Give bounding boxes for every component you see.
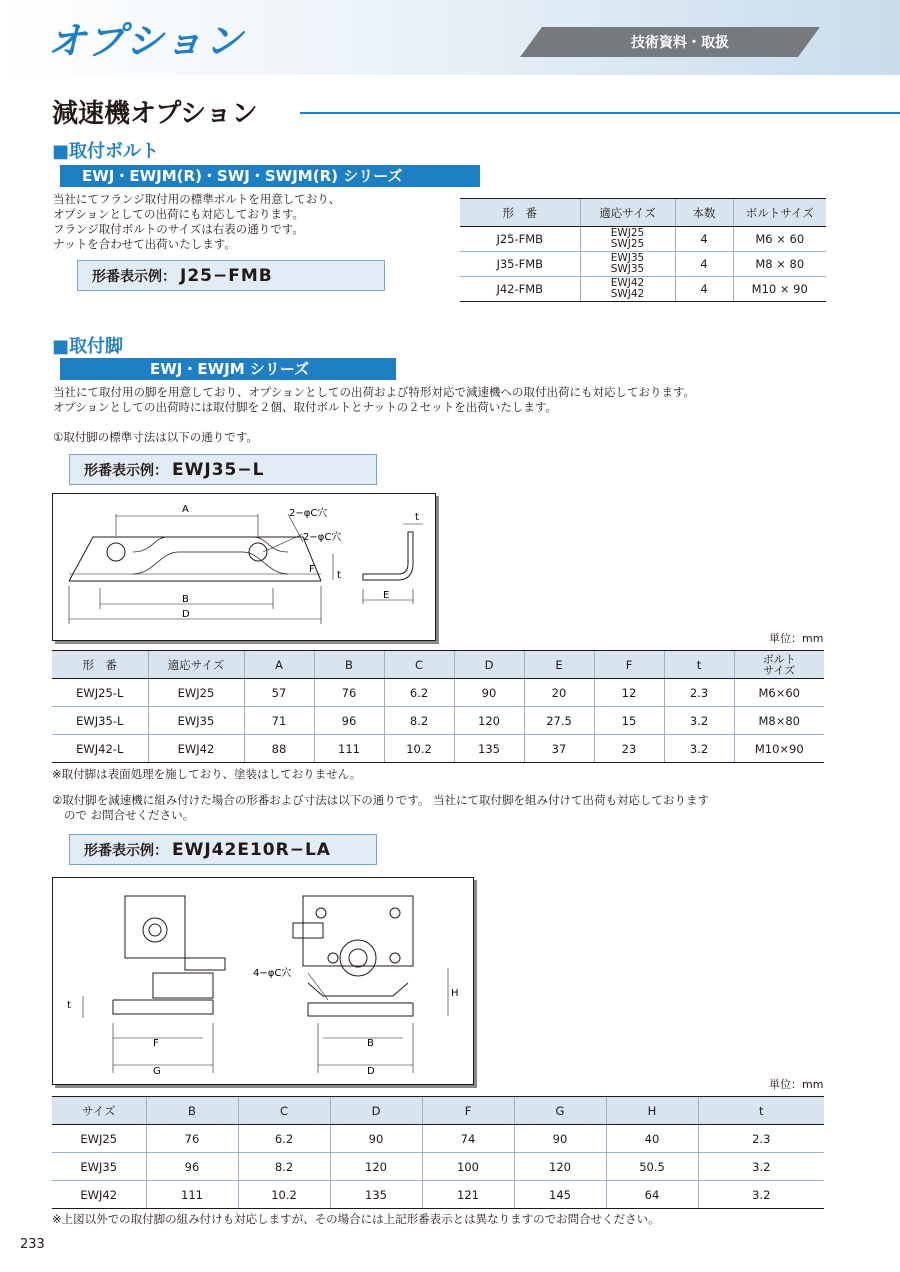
dim-b: B bbox=[182, 594, 189, 605]
foot-heading: ■取付脚 bbox=[52, 336, 124, 357]
table-row: EWJ25 76 6.2 90 74 90 40 2.3 bbox=[52, 1125, 824, 1153]
dim-t-side: t bbox=[337, 570, 341, 581]
bolt-description: 当社にてフランジ取付用の標準ボルトを用意しており、 オプションとしての出荷にも対応しております。 フランジ取付ボルトのサイズは右表の通りです。 ナットを合わせて出荷いたします。 bbox=[53, 192, 341, 251]
section-tag: 技術資料・取扱 bbox=[631, 35, 729, 51]
bolt-example-box bbox=[77, 260, 385, 291]
page-number: 233 bbox=[20, 1237, 45, 1252]
example-label: 形番表示例： bbox=[84, 842, 168, 859]
dim-f: F bbox=[309, 564, 315, 575]
example-code: EWJ35−L bbox=[172, 459, 265, 480]
table-row: EWJ35 96 8.2 120 100 120 50.5 3.2 bbox=[52, 1153, 824, 1181]
example-code: EWJ42E10R−LA bbox=[172, 839, 331, 860]
bolt-table: 形 番 適応サイズ 本数 ボルトサイズ J25-FMB EWJ25 SWJ25 4 M6 × 60 J35-FMB EWJ35 SWJ35 4 M8 × 80 J42-FMB EWJ42 SWJ42 4 M10 × 90 bbox=[460, 198, 826, 302]
foot-dimension-table: 形 番 適応サイズ A B C D E F t ボルト サイズ EWJ25-L EWJ25 57 76 6.2 90 20 12 2.3 M6×60 EWJ35-L EWJ35 71 96 8.2 120 27.5 15 3.2 M8×80 EWJ42-L EWJ42 88 111 10.2 135 37 23 3.2 M10×90 bbox=[52, 650, 824, 763]
table-row: J25-FMB EWJ25 SWJ25 4 M6 × 60 bbox=[460, 227, 826, 252]
dim-a: A bbox=[182, 504, 189, 515]
dim-h: H bbox=[451, 988, 459, 999]
table-row: J42-FMB EWJ42 SWJ42 4 M10 × 90 bbox=[460, 277, 826, 302]
dim-b: B bbox=[367, 1038, 374, 1049]
page-category-title: オプション bbox=[48, 19, 245, 63]
dim-f: F bbox=[153, 1038, 159, 1049]
example-label: 形番表示例： bbox=[84, 462, 168, 479]
hole-label: 4−φC穴 bbox=[253, 968, 292, 979]
hole-label-1: 2−φC穴 bbox=[289, 508, 328, 519]
assembly-diagram bbox=[53, 878, 475, 1086]
foot-drawing bbox=[52, 493, 436, 641]
example-label: 形番表示例： bbox=[92, 268, 176, 285]
foot-series-bar: EWJ・EWJM シリーズ bbox=[60, 358, 396, 380]
dim-e: E bbox=[383, 590, 390, 601]
dim-d: D bbox=[182, 609, 190, 620]
item-2: ②取付脚を減速機に組み付けた場合の形番および寸法は以下の通りです。 当社にて取付脚を組み付けて出荷も対応しております ので お問合せください。 bbox=[52, 793, 710, 822]
dim-t: t bbox=[67, 1000, 71, 1011]
unit-label-2: 単位：mm bbox=[769, 1078, 824, 1091]
bolt-series-bar: EWJ・EWJM(R)・SWJ・SWJM(R) シリーズ bbox=[60, 165, 480, 187]
assembly-dimension-table: サイズ B C D F G H t EWJ25 76 6.2 90 74 90 40 2.3 EWJ35 96 8.2 120 100 120 50.5 3.2 EWJ42 111 10.2 135 121 145 64 3.2 bbox=[52, 1096, 824, 1209]
example-code: J25−FMB bbox=[180, 265, 273, 286]
table-row: EWJ42-L EWJ42 88 111 10.2 135 37 23 3.2 M10×90 bbox=[52, 735, 824, 763]
unit-label-1: 単位：mm bbox=[769, 632, 824, 645]
hole-label-2: 2−φC穴 bbox=[303, 532, 342, 543]
table-row: EWJ42 111 10.2 135 121 145 64 3.2 bbox=[52, 1181, 824, 1209]
table-row: J35-FMB EWJ35 SWJ35 4 M8 × 80 bbox=[460, 252, 826, 277]
table-row: EWJ25-L EWJ25 57 76 6.2 90 20 12 2.3 M6×60 bbox=[52, 679, 824, 707]
title-rule bbox=[300, 112, 900, 114]
note-1: ※取付脚は表面処理を施しており、塗装はしておりません。 bbox=[52, 767, 362, 781]
dim-t-top: t bbox=[415, 512, 419, 523]
item-1: ①取付脚の標準寸法は以下の通りです。 bbox=[53, 430, 258, 444]
dim-g: G bbox=[153, 1066, 161, 1077]
main-title: 減速機オプション bbox=[52, 99, 258, 129]
bolt-heading: ■取付ボルト bbox=[52, 141, 160, 162]
assembly-drawing bbox=[52, 877, 474, 1085]
table-row: EWJ35-L EWJ35 71 96 8.2 120 27.5 15 3.2 M8×80 bbox=[52, 707, 824, 735]
foot-example-box-1 bbox=[69, 454, 377, 485]
foot-diagram bbox=[53, 494, 437, 642]
note-2: ※上図以外での取付脚の組み付けも対応しますが、その場合には上記形番表示とは異なりますのでお問合せください。 bbox=[52, 1212, 660, 1226]
dim-d: D bbox=[367, 1066, 375, 1077]
foot-description: 当社にて取付用の脚を用意しており、オプションとしての出荷および特形対応で減速機への取付出荷にも対応しております。 オプションとしての出荷時には取付脚を２個、取付ボルトとナットの２セットを出荷いたします。 bbox=[53, 385, 696, 414]
foot-example-box-2 bbox=[69, 834, 377, 865]
